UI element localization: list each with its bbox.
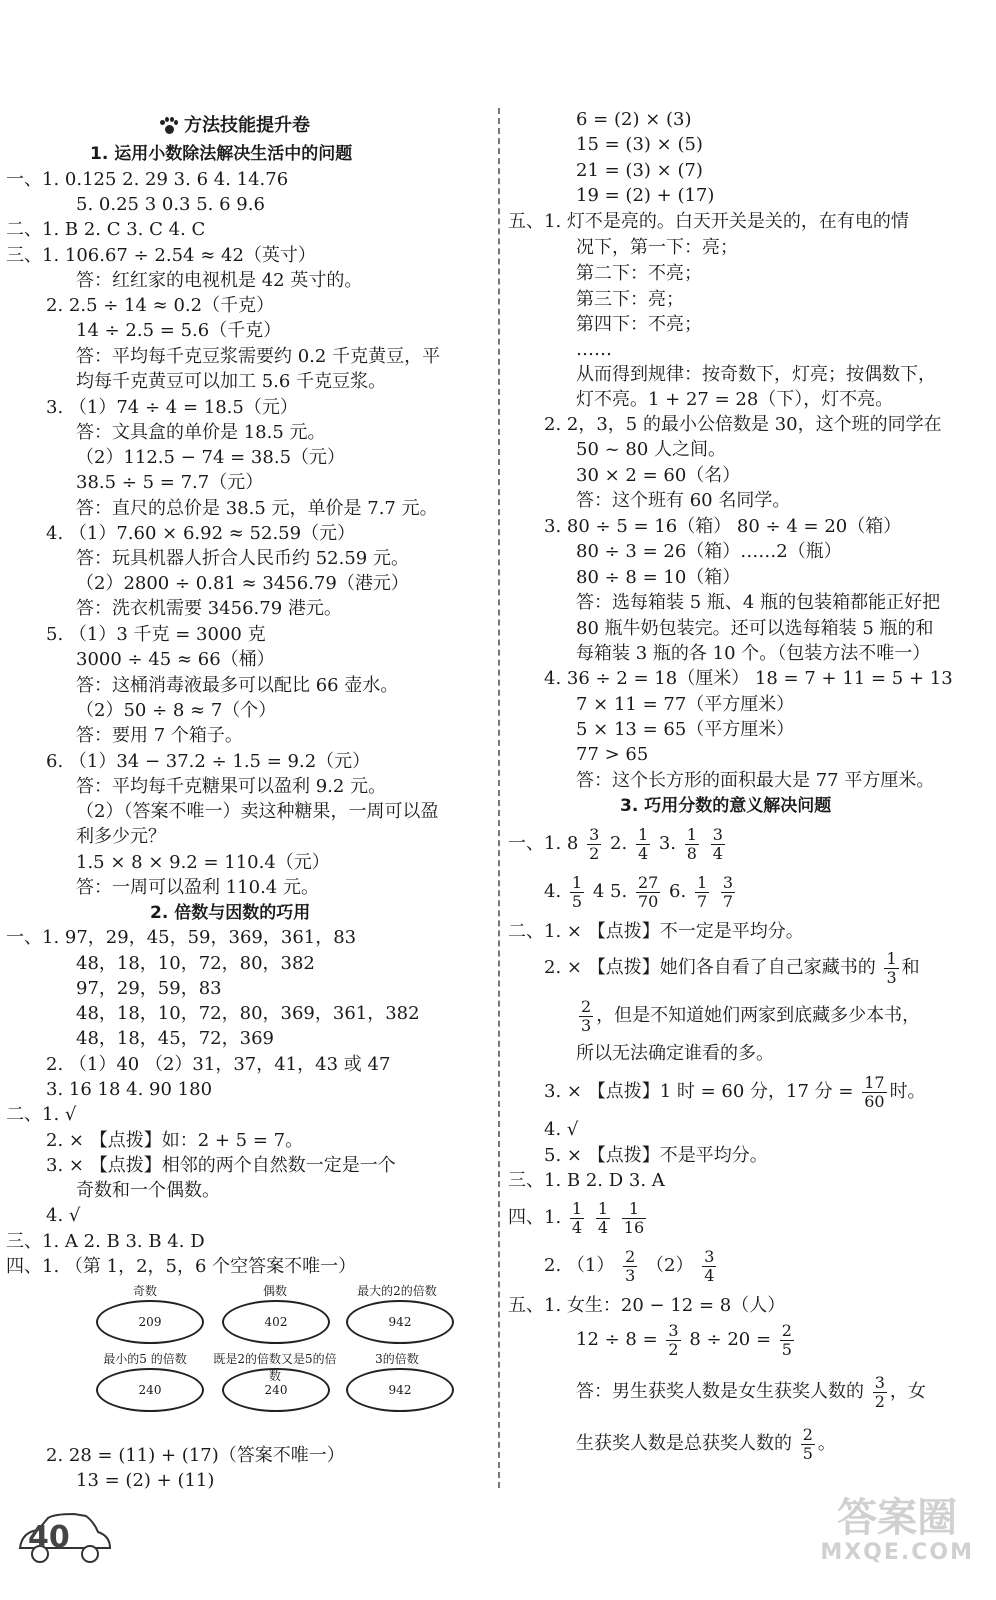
fraction bbox=[622, 1200, 646, 1237]
answer-text: 3. bbox=[658, 833, 677, 854]
answer-line: 答：平均每千克豆浆需要约 0.2 千克黄豆，平 bbox=[76, 346, 441, 367]
fraction-denominator: 7 bbox=[722, 891, 734, 911]
answer-line: 4. 36 ÷ 2 = 18（厘米） 18 = 7 + 11 = 5 + 13 bbox=[544, 668, 953, 689]
answer-line: 五、1. 女生：20 − 12 = 8（人） bbox=[508, 1295, 786, 1316]
fraction-numerator: 3 bbox=[722, 872, 734, 892]
answer-line: 3. 80 ÷ 5 = 16（箱） 80 ÷ 4 = 20（箱） bbox=[544, 516, 902, 537]
fraction-denominator: 60 bbox=[864, 1091, 885, 1111]
answer-line: 答：玩具机器人折合人民币约 52.59 元。 bbox=[76, 548, 409, 569]
answer-line bbox=[544, 872, 738, 912]
fraction-numerator: 1 bbox=[686, 824, 697, 844]
answer-line: 利多少元？ bbox=[76, 826, 166, 847]
fraction bbox=[884, 950, 898, 987]
answer-line: 三、1. B 2. D 3. A bbox=[508, 1170, 665, 1191]
answer-line: 二、1. × 【点拨】不一定是平均分。 bbox=[508, 921, 804, 942]
answer-line bbox=[576, 996, 920, 1036]
fraction bbox=[636, 874, 660, 911]
answer-line: 第四下：不亮； bbox=[576, 314, 702, 335]
fraction-numerator: 1 bbox=[571, 872, 583, 892]
fraction-denominator: 7 bbox=[696, 891, 708, 911]
answer-line: 80 ÷ 3 = 26（箱）……2（瓶） bbox=[576, 541, 842, 562]
fraction-numerator: 1 bbox=[696, 872, 708, 892]
fraction-denominator: 5 bbox=[781, 1339, 792, 1359]
answer-text: 4. bbox=[544, 881, 562, 902]
answer-text: 一、1. 8 bbox=[508, 833, 579, 854]
answer-line: 4. （1）7.60 × 6.92 ≈ 52.59（元） bbox=[46, 523, 356, 544]
page-number: 40 bbox=[28, 1520, 70, 1555]
fraction-numerator: 2 bbox=[625, 1246, 636, 1266]
answer-text: 8 ÷ 20 = bbox=[689, 1329, 772, 1350]
answer-line: 答：这个长方形的面积最大是 77 平方厘米。 bbox=[576, 770, 935, 791]
fraction-numerator: 1 bbox=[886, 948, 897, 968]
answer-line: （2）（答案不唯一）卖这种糖果，一周可以盈 bbox=[76, 801, 439, 822]
fraction bbox=[873, 1374, 887, 1411]
answer-line: 5. （1）3 千克 = 3000 克 bbox=[46, 624, 266, 645]
answer-line: 三、1. A 2. B 3. B 4. D bbox=[6, 1231, 205, 1252]
answer-text: 2. × 【点拨】她们各自看了自己家藏书的 bbox=[544, 957, 876, 978]
oval-answer: 240 bbox=[96, 1368, 204, 1412]
fraction-denominator: 16 bbox=[623, 1217, 645, 1237]
answer-line: 30 × 2 = 60（名） bbox=[576, 465, 741, 486]
fraction-denominator: 2 bbox=[668, 1339, 679, 1359]
answer-text: 。 bbox=[817, 1433, 836, 1454]
answer-text: 时。 bbox=[889, 1081, 926, 1102]
answer-line: 15 = (3) × (5) bbox=[576, 134, 703, 155]
fraction-denominator: 3 bbox=[581, 1015, 592, 1035]
answer-line: 80 瓶牛奶包装完。还可以选每箱装 5 瓶的和 bbox=[576, 618, 934, 639]
section-2-title: 2. 倍数与因数的巧用 bbox=[150, 903, 311, 923]
answer-text: 3. × 【点拨】1 时 = 60 分，17 分 = bbox=[544, 1081, 854, 1102]
fraction-denominator: 70 bbox=[637, 891, 659, 911]
answer-line: 一、1. 97，29，45，59，369，361，83 bbox=[6, 927, 357, 948]
oval-label: 奇数 bbox=[132, 1284, 157, 1298]
answer-line: 第三下：亮； bbox=[576, 289, 684, 310]
answer-text: ，女 bbox=[889, 1381, 926, 1402]
fraction bbox=[721, 874, 735, 911]
answer-line: 97，29，59，83 bbox=[76, 978, 222, 999]
answer-text: 4 5. bbox=[592, 881, 628, 902]
oval-label: 偶数 bbox=[262, 1284, 287, 1298]
answer-line: 1.5 × 8 × 9.2 = 110.4（元） bbox=[76, 852, 330, 873]
answer-line bbox=[576, 1372, 926, 1412]
fraction bbox=[570, 874, 584, 911]
answer-text: 生获奖人数是总获奖人数的 bbox=[576, 1433, 792, 1454]
answer-line: 从而得到规律：按奇数下，灯亮；按偶数下， bbox=[576, 364, 936, 385]
section-1-title: 1. 运用小数除法解决生活中的问题 bbox=[90, 144, 353, 164]
fraction-numerator: 2 bbox=[581, 996, 592, 1016]
answer-text: （2） bbox=[646, 1255, 694, 1276]
fraction-denominator: 3 bbox=[625, 1265, 636, 1285]
answer-line: 77 > 65 bbox=[576, 744, 649, 765]
answer-text: 和 bbox=[901, 957, 920, 978]
answer-line: 四、1. （第 1，2，5，6 个空答案不唯一） bbox=[6, 1256, 357, 1277]
fraction-denominator: 5 bbox=[802, 1443, 813, 1463]
answer-line: 14 ÷ 2.5 = 5.6（千克） bbox=[76, 320, 282, 341]
answer-line: 4. √ bbox=[46, 1205, 81, 1226]
answer-line: 48，18，45，72，369 bbox=[76, 1028, 274, 1049]
watermark-logo bbox=[820, 1496, 974, 1566]
answer-line: 3. × 【点拨】相邻的两个自然数一定是一个 bbox=[46, 1155, 396, 1176]
answer-line: （2）50 ÷ 8 ≈ 7（个） bbox=[76, 700, 277, 721]
answer-line: 50 ~ 80 人之间。 bbox=[576, 439, 727, 460]
oval-answer: 209 bbox=[96, 1300, 204, 1344]
oval-label: 最大的2的倍数 bbox=[357, 1284, 437, 1298]
answer-line: 五、1. 灯不是亮的。白天开关是关的，在有电的情 bbox=[508, 211, 909, 232]
fraction-denominator: 4 bbox=[637, 843, 649, 863]
fraction bbox=[596, 1200, 610, 1237]
answer-line: 奇数和一个偶数。 bbox=[76, 1180, 220, 1201]
page-title bbox=[160, 114, 310, 138]
answer-line: 答：平均每千克糖果可以盈利 9.2 元。 bbox=[76, 776, 387, 797]
oval-answer: 942 bbox=[346, 1368, 454, 1412]
fraction bbox=[711, 826, 725, 863]
oval-label: 最小的5 的倍数 bbox=[103, 1352, 187, 1366]
answer-line: 2. （1）40 （2）31，37，41，43 或 47 bbox=[46, 1054, 391, 1075]
fraction bbox=[862, 1074, 886, 1111]
answer-text: 四、1. bbox=[508, 1207, 562, 1228]
answer-line bbox=[544, 1072, 926, 1112]
answer-line: 5. 0.25 3 0.3 5. 6 9.6 bbox=[76, 194, 265, 215]
fraction bbox=[780, 1322, 794, 1359]
answer-text: 2. （1） bbox=[544, 1255, 615, 1276]
answer-line: 3000 ÷ 45 ≈ 66（桶） bbox=[76, 649, 275, 670]
answer-line: 二、1. √ bbox=[6, 1104, 77, 1125]
fraction bbox=[702, 1248, 716, 1285]
fraction-numerator: 1 bbox=[622, 1200, 646, 1219]
fraction bbox=[587, 826, 601, 863]
fraction-numerator: 2 bbox=[781, 1320, 792, 1340]
answer-line bbox=[508, 1198, 649, 1238]
oval-answer: 402 bbox=[222, 1300, 330, 1344]
fraction-denominator: 4 bbox=[712, 843, 723, 863]
answer-line: …… bbox=[576, 339, 612, 360]
answer-line: 13 = (2) + (11) bbox=[76, 1470, 215, 1491]
answer-line: 况下，第一下：亮； bbox=[576, 237, 738, 258]
answer-line: 4. √ bbox=[544, 1119, 579, 1140]
oval-answer-diagram bbox=[92, 1280, 492, 1440]
fraction-numerator: 1 bbox=[571, 1198, 583, 1218]
answer-line: 答：要用 7 个箱子。 bbox=[76, 725, 243, 746]
answer-line: 答：这个班有 60 名同学。 bbox=[576, 490, 791, 511]
answer-line: 均每千克黄豆可以加工 5.6 千克豆浆。 bbox=[76, 371, 387, 392]
answer-line: 6 = (2) × (3) bbox=[576, 109, 692, 130]
watermark-url: MXQE.COM bbox=[820, 1540, 974, 1565]
answer-line: 48，18，10，72，80，369，361，382 bbox=[76, 1003, 420, 1024]
fraction-numerator: 2 bbox=[802, 1424, 813, 1444]
fraction-denominator: 4 bbox=[704, 1265, 715, 1285]
answer-line bbox=[576, 1320, 797, 1360]
section-3-title: 3. 巧用分数的意义解决问题 bbox=[620, 796, 832, 816]
answer-line: 19 = (2) + (17) bbox=[576, 185, 715, 206]
answer-line: 一、1. 0.125 2. 29 3. 6 4. 14.76 bbox=[6, 169, 289, 190]
fraction-numerator: 3 bbox=[874, 1372, 885, 1392]
column-divider bbox=[498, 108, 500, 1488]
fraction-numerator: 3 bbox=[589, 824, 600, 844]
fraction-denominator: 2 bbox=[589, 843, 600, 863]
answer-line: 答：这桶消毒液最多可以配比 66 壶水。 bbox=[76, 675, 399, 696]
answer-line: 3. 16 18 4. 90 180 bbox=[46, 1079, 213, 1100]
answer-line: 3. （1）74 ÷ 4 = 18.5（元） bbox=[46, 397, 298, 418]
answer-text: 12 ÷ 8 = bbox=[576, 1329, 658, 1350]
answer-line: 2. 2.5 ÷ 14 ≈ 0.2（千克） bbox=[46, 295, 275, 316]
fraction-numerator: 27 bbox=[637, 872, 659, 892]
fraction bbox=[695, 874, 709, 911]
oval-label: 3的倍数 bbox=[375, 1352, 419, 1366]
answer-line: 2. 28 = (11) + (17)（答案不唯一） bbox=[46, 1445, 345, 1466]
fraction-denominator: 4 bbox=[597, 1217, 609, 1237]
fraction-denominator: 4 bbox=[571, 1217, 583, 1237]
watermark-text: 答案圈 bbox=[837, 1495, 958, 1541]
fraction-denominator: 2 bbox=[874, 1391, 885, 1411]
answer-line: 38.5 ÷ 5 = 7.7（元） bbox=[76, 472, 264, 493]
answer-line: 答：红红家的电视机是 42 英寸的。 bbox=[76, 270, 363, 291]
answer-line: 7 × 11 = 77（平方厘米） bbox=[576, 694, 795, 715]
answer-line: 5. × 【点拨】不是平均分。 bbox=[544, 1145, 768, 1166]
fraction bbox=[685, 826, 699, 863]
answer-line: 5 × 13 = 65（平方厘米） bbox=[576, 719, 795, 740]
fraction bbox=[666, 1322, 680, 1359]
answer-line: 三、1. 106.67 ÷ 2.54 ≈ 42（英寸） bbox=[6, 245, 316, 266]
fraction-numerator: 3 bbox=[668, 1320, 679, 1340]
answer-line: 48，18，10，72，80，382 bbox=[76, 953, 315, 974]
answer-text: 2. bbox=[610, 833, 628, 854]
answer-text: 答：男生获奖人数是女生获奖人数的 bbox=[576, 1381, 864, 1402]
fraction-numerator: 1 bbox=[637, 824, 649, 844]
answer-text: 6. bbox=[669, 881, 687, 902]
answer-line: 21 = (3) × (7) bbox=[576, 160, 703, 181]
answer-line bbox=[508, 824, 728, 864]
answer-line bbox=[544, 948, 920, 988]
answer-line: （2）2800 ÷ 0.81 ≈ 3456.79（港元） bbox=[76, 573, 409, 594]
paw-icon bbox=[160, 117, 178, 135]
oval-label: 既是2的倍数又是5的倍数 bbox=[213, 1352, 337, 1383]
title-text: 方法技能提升卷 bbox=[184, 115, 310, 136]
fraction bbox=[636, 826, 650, 863]
answer-line bbox=[544, 1246, 719, 1286]
fraction bbox=[801, 1426, 815, 1463]
answer-line: 答：选每箱装 5 瓶、4 瓶的包装箱都能正好把 bbox=[576, 592, 941, 613]
answer-line: （2）112.5 − 74 = 38.5（元） bbox=[76, 447, 346, 468]
oval-answer: 942 bbox=[346, 1300, 454, 1344]
answer-line: 答：文具盒的单价是 18.5 元。 bbox=[76, 422, 326, 443]
fraction bbox=[623, 1248, 637, 1285]
answer-line: 答：一周可以盈利 110.4 元。 bbox=[76, 877, 319, 898]
answer-line: 答：直尺的总价是 38.5 元，单价是 7.7 元。 bbox=[76, 498, 438, 519]
answer-line: 6. （1）34 − 37.2 ÷ 1.5 = 9.2（元） bbox=[46, 751, 371, 772]
answer-line: 所以无法确定谁看的多。 bbox=[576, 1043, 774, 1064]
fraction-denominator: 5 bbox=[571, 891, 583, 911]
oval-answer: 240 bbox=[222, 1368, 330, 1412]
fraction-denominator: 8 bbox=[686, 843, 697, 863]
answer-line: 答：洗衣机需要 3456.79 港元。 bbox=[76, 598, 342, 619]
answer-line: 80 ÷ 8 = 10（箱） bbox=[576, 567, 741, 588]
answer-line: 2. × 【点拨】如：2 + 5 = 7。 bbox=[46, 1130, 304, 1151]
answer-line: 每箱装 3 瓶的各 10 个。（包装方法不唯一） bbox=[576, 643, 931, 664]
answer-line: 2. 2，3，5 的最小公倍数是 30，这个班的同学在 bbox=[544, 414, 942, 435]
answer-line: 第二下：不亮； bbox=[576, 263, 702, 284]
answer-line: 二、1. B 2. C 3. C 4. C bbox=[6, 219, 206, 240]
answer-line bbox=[576, 1424, 836, 1464]
fraction-numerator: 3 bbox=[704, 1246, 715, 1266]
answer-line: 灯不亮。1 + 27 = 28（下），灯不亮。 bbox=[576, 389, 894, 410]
fraction-denominator: 3 bbox=[886, 967, 897, 987]
fraction-numerator: 3 bbox=[712, 824, 723, 844]
fraction bbox=[579, 998, 593, 1035]
answer-text: ，但是不知道她们两家到底藏多少本书， bbox=[596, 1005, 921, 1026]
fraction-numerator: 17 bbox=[864, 1072, 885, 1092]
fraction bbox=[570, 1200, 584, 1237]
fraction-numerator: 1 bbox=[597, 1198, 609, 1218]
